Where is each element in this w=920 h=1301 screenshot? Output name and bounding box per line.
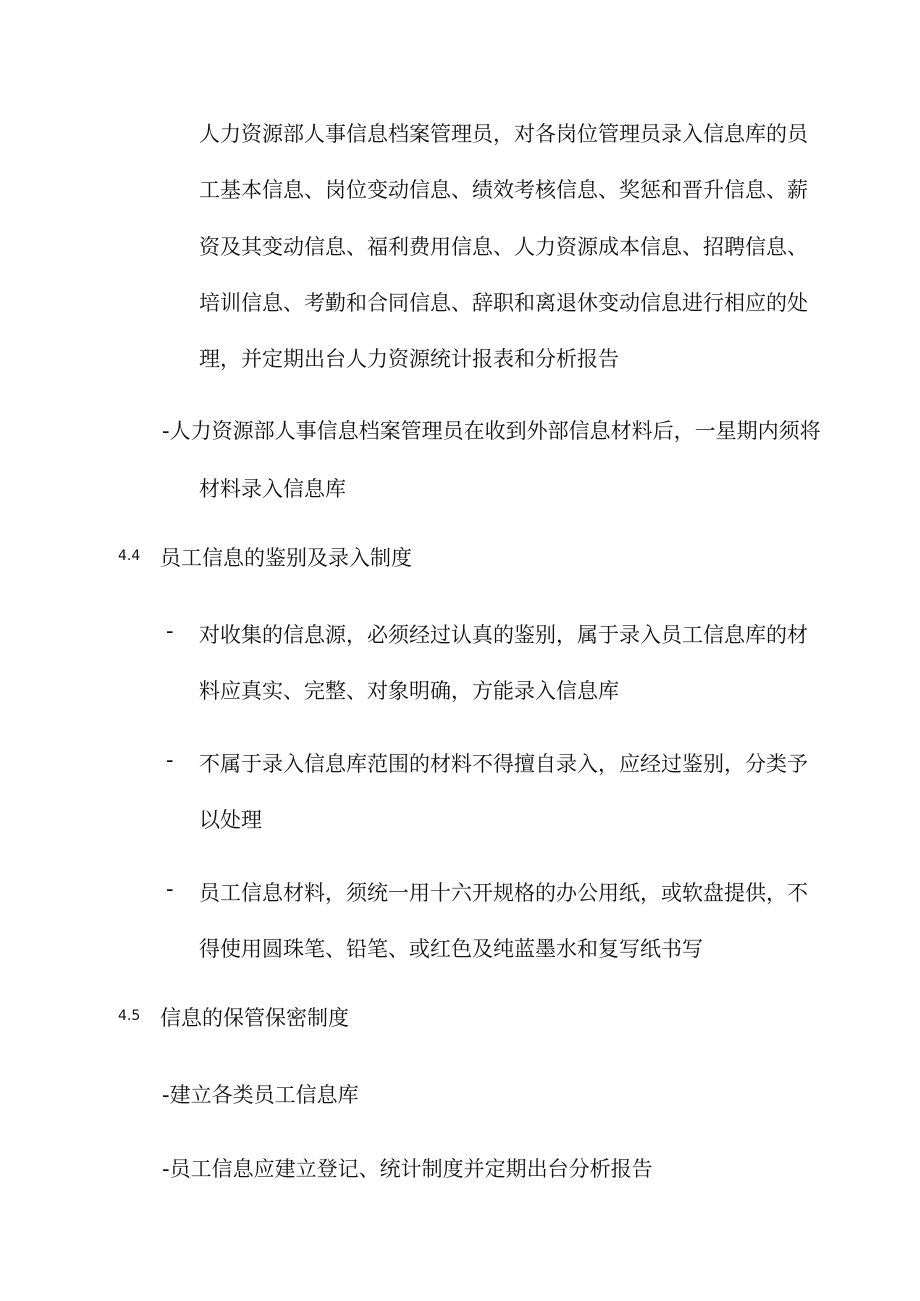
bullet-dash: - <box>166 748 174 772</box>
section-title: 信息的保管保密制度 <box>160 1006 349 1030</box>
section-title: 员工信息的鉴别及录入制度 <box>160 546 412 570</box>
intro-line-5: 理，并定期出台人力资源统计报表和分析报告 <box>199 347 619 371</box>
bullet-dash: - <box>166 619 174 643</box>
external-line-2: 材料录入信息库 <box>199 477 346 501</box>
list-item-line: 对收集的信息源，必须经过认真的鉴别，属于录入员工信息库的材 <box>199 623 808 647</box>
list-item: -员工信息应建立登记、统计制度并定期出台分析报告 <box>162 1157 653 1181</box>
bullet-dash: - <box>166 877 174 901</box>
intro-line-4: 培训信息、考勤和合同信息、辞职和离退休变动信息进行相应的处 <box>199 291 808 315</box>
list-item-line: 以处理 <box>199 808 262 832</box>
list-item-line: 得使用圆珠笔、铅笔、或红色及纯蓝墨水和复写纸书写 <box>199 937 703 961</box>
intro-line-3: 资及其变动信息、福利费用信息、人力资源成本信息、招聘信息、 <box>199 235 808 259</box>
list-item-line: 不属于录入信息库范围的材料不得擅自录入，应经过鉴别，分类予 <box>199 752 808 776</box>
list-item-line: 料应真实、完整、对象明确，方能录入信息库 <box>199 679 619 703</box>
list-item-line: 员工信息材料，须统一用十六开规格的办公用纸，或软盘提供，不 <box>199 881 808 905</box>
section-number: 4.4 <box>118 548 141 564</box>
section-number: 4.5 <box>118 1008 141 1024</box>
intro-line-1: 人力资源部人事信息档案管理员，对各岗位管理员录入信息库的员 <box>199 122 808 146</box>
intro-line-2: 工基本信息、岗位变动信息、绩效考核信息、奖惩和晋升信息、薪 <box>199 178 808 202</box>
list-item: -建立各类员工信息库 <box>162 1083 359 1107</box>
external-line-1: -人力资源部人事信息档案管理员在收到外部信息材料后，一星期内须将 <box>162 419 821 443</box>
